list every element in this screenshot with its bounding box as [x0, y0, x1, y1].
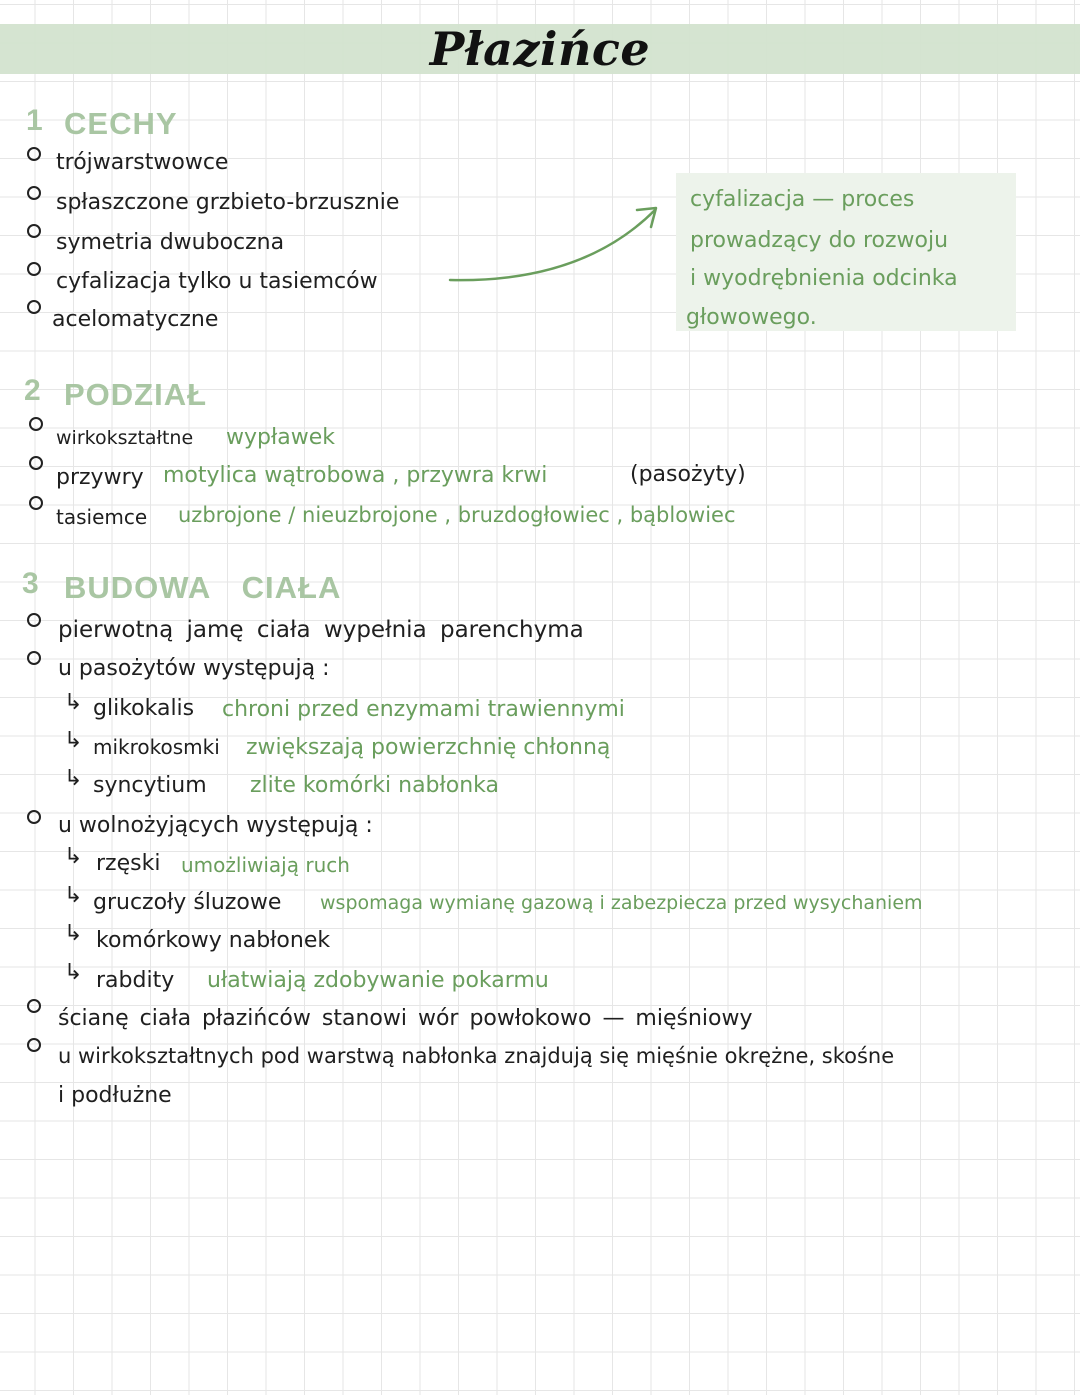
classification-label: wirkokształtne	[56, 427, 194, 449]
sub-description: ułatwiają zdobywanie pokarmu	[207, 968, 549, 993]
definition-line: i wyodrębnienia odcinka	[690, 266, 958, 291]
classification-examples: wypławek	[226, 425, 335, 450]
section-number: 2	[24, 374, 41, 407]
circle-bullet-icon	[27, 300, 41, 314]
list-item: u pasożytów występują :	[58, 656, 330, 681]
circle-bullet-icon	[27, 810, 41, 824]
return-arrow-icon: ↳	[64, 690, 83, 715]
curved-arrow-icon	[445, 200, 665, 290]
sub-term: mikrokosmki	[93, 735, 220, 759]
list-item: u wirkokształtnych pod warstwą nabłonka znajdują się mięśnie okrężne, skośne	[58, 1044, 895, 1068]
sub-description: zlite komórki nabłonka	[250, 773, 500, 798]
classification-examples: motylica wątrobowa , przywra krwi	[163, 463, 548, 488]
sub-description: umożliwiają ruch	[181, 853, 350, 877]
circle-bullet-icon	[29, 456, 43, 470]
sub-term: rabdity	[96, 968, 175, 993]
sub-description: zwiększają powierzchnię chłonną	[246, 735, 611, 760]
section-heading: PODZIAŁ	[64, 377, 208, 412]
return-arrow-icon: ↳	[64, 960, 83, 985]
sub-term: komórkowy nabłonek	[96, 928, 331, 953]
list-item: spłaszczone grzbieto-brzusznie	[56, 190, 400, 215]
sub-term: syncytium	[93, 773, 207, 798]
list-item: cyfalizacja tylko u tasiemców	[56, 269, 378, 294]
circle-bullet-icon	[27, 186, 41, 200]
classification-note: (pasożyty)	[630, 462, 746, 487]
list-item: u wolnożyjących występują :	[58, 813, 373, 838]
return-arrow-icon: ↳	[64, 844, 83, 869]
return-arrow-icon: ↳	[64, 728, 83, 753]
list-item: symetria dwuboczna	[56, 230, 285, 255]
sub-term: gruczoły śluzowe	[93, 890, 282, 915]
definition-line: prowadzący do rozwoju	[690, 228, 949, 253]
circle-bullet-icon	[27, 613, 41, 627]
section-number: 1	[26, 104, 43, 137]
page-title: Płazińce	[429, 22, 651, 76]
list-item-continuation: i podłużne	[58, 1083, 172, 1108]
return-arrow-icon: ↳	[64, 921, 83, 946]
sub-term: rzęski	[96, 851, 161, 876]
return-arrow-icon: ↳	[64, 766, 83, 791]
circle-bullet-icon	[29, 496, 43, 510]
list-item: acelomatyczne	[52, 307, 219, 332]
section-heading: CECHY	[64, 106, 178, 141]
circle-bullet-icon	[27, 224, 41, 238]
classification-label: tasiemce	[56, 505, 148, 529]
classification-examples: uzbrojone / nieuzbrojone , bruzdogłowiec , bąblowiec	[178, 503, 736, 527]
circle-bullet-icon	[27, 147, 41, 161]
classification-label: przywry	[56, 465, 144, 490]
circle-bullet-icon	[27, 999, 41, 1013]
section-number: 3	[22, 567, 39, 600]
sub-description: chroni przed enzymami trawiennymi	[222, 697, 625, 722]
section-heading: BUDOWA CIAŁA	[64, 570, 342, 605]
return-arrow-icon: ↳	[64, 883, 83, 908]
circle-bullet-icon	[27, 1038, 41, 1052]
list-item: pierwotną jamę ciała wypełnia parenchyma	[58, 617, 584, 643]
circle-bullet-icon	[29, 417, 43, 431]
definition-line: głowowego.	[686, 305, 817, 330]
sub-description: wspomaga wymianę gazową i zabezpiecza przed wysychaniem	[320, 892, 923, 914]
list-item: ścianę ciała płazińców stanowi wór powłokowo — mięśniowy	[58, 1006, 753, 1031]
list-item: trójwarstwowce	[56, 150, 229, 175]
circle-bullet-icon	[27, 651, 41, 665]
circle-bullet-icon	[27, 262, 41, 276]
sub-term: glikokalis	[93, 696, 195, 721]
definition-line: cyfalizacja — proces	[690, 187, 915, 212]
